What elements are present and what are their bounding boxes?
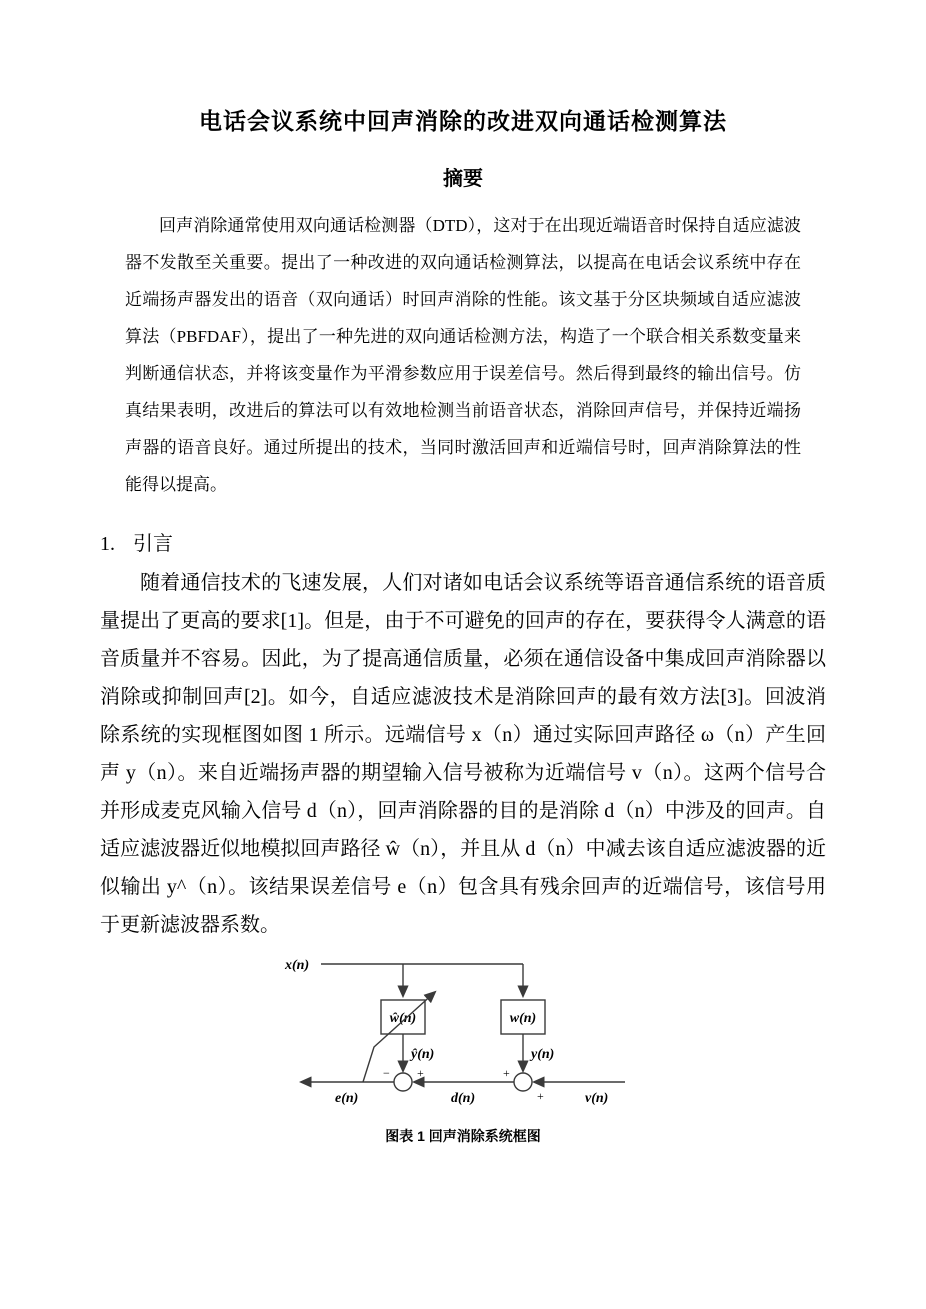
figure-caption: 图表 1 回声消除系统框图: [385, 1128, 541, 1144]
right-junction-plus-sign-top: +: [503, 1066, 510, 1080]
right-junction-plus-sign-right: +: [537, 1089, 544, 1103]
x-signal-label: x(n): [285, 958, 310, 973]
v-label: v(n): [585, 1091, 609, 1106]
abstract-heading: 摘要: [443, 168, 483, 190]
y-hat-label: ŷ(n): [411, 1047, 435, 1062]
echo-path-label: w(n): [509, 1011, 537, 1026]
section-1-heading: [100, 527, 826, 556]
section-1-label: 引言: [133, 533, 173, 555]
right-sum-junction: [514, 1073, 532, 1091]
d-label: d(n): [451, 1091, 476, 1106]
e-label: e(n): [335, 1091, 359, 1106]
paper-title: 电话会议系统中回声消除的改进双向通话检测算法: [199, 108, 727, 134]
abstract-text: 回声消除通常使用双向通话检测器（DTD），这对于在出现近端语音时保持自适应滤波器不发散至关重要。提出了一种改进的双向通话检测算法，以提高在电话会议系统中存在近端扬声器发出的语音（双向通话）时回声消除的性能。该文基于分区块频域自适应滤波算法（PBFDAF），提出了一种先进的双向通话检测方法，构造了一个联合相关系数变量来判断通信状态，并将该变量作为平滑参数应用于误差信号。然后得到最终的输出信号。仿真结果表明，改进后的算法可以有效地检测当前语音状态，消除回声信号，并保持近端扬声器的语音良好。通过所提出的技术，当同时激活回声和近端信号时，回声消除算法的性能得以提高。: [125, 216, 801, 494]
figure-1: [100, 952, 826, 1146]
left-junction-minus-sign: −: [383, 1066, 390, 1080]
adaptive-filter-label: ŵ(n): [389, 1011, 417, 1026]
section-1-number: 1.: [100, 533, 115, 555]
left-junction-plus-sign: +: [417, 1066, 424, 1080]
y-label: y(n): [531, 1047, 555, 1062]
echo-cancellation-diagram: [273, 952, 653, 1124]
intro-text: 随着通信技术的飞速发展，人们对诸如电话会议系统等语音通信系统的语音质量提出了更高的要求[1]。但是，由于不可避免的回声的存在，要获得令人满意的语音质量并不容易。因此，为了提高通信质量，必须在通信设备中集成回声消除器以消除或抑制回声[2]。如今，自适应滤波技术是消除回声的最有效方法[3]。回波消除系统的实现框图如图 1 所示。远端信号 x（n）通过实际回声路径 ω（n）产生回声 y（n）。来自近端扬声器的期望输入信号被称为近端信号 v（n）。这两个信号合并形成麦克风输入信号 d（n），回声消除器的目的是消除 d（n）中涉及的回声。自适应滤波器近似地模拟回声路径 ŵ（n），并且从 d（n）中减去该自适应滤波器的近似输出 y^（n）。该结果误差信号 e（n）包含具有残余回声的近端信号，该信号用于更新滤波器系数。: [100, 572, 826, 936]
left-sum-junction: [394, 1073, 412, 1091]
